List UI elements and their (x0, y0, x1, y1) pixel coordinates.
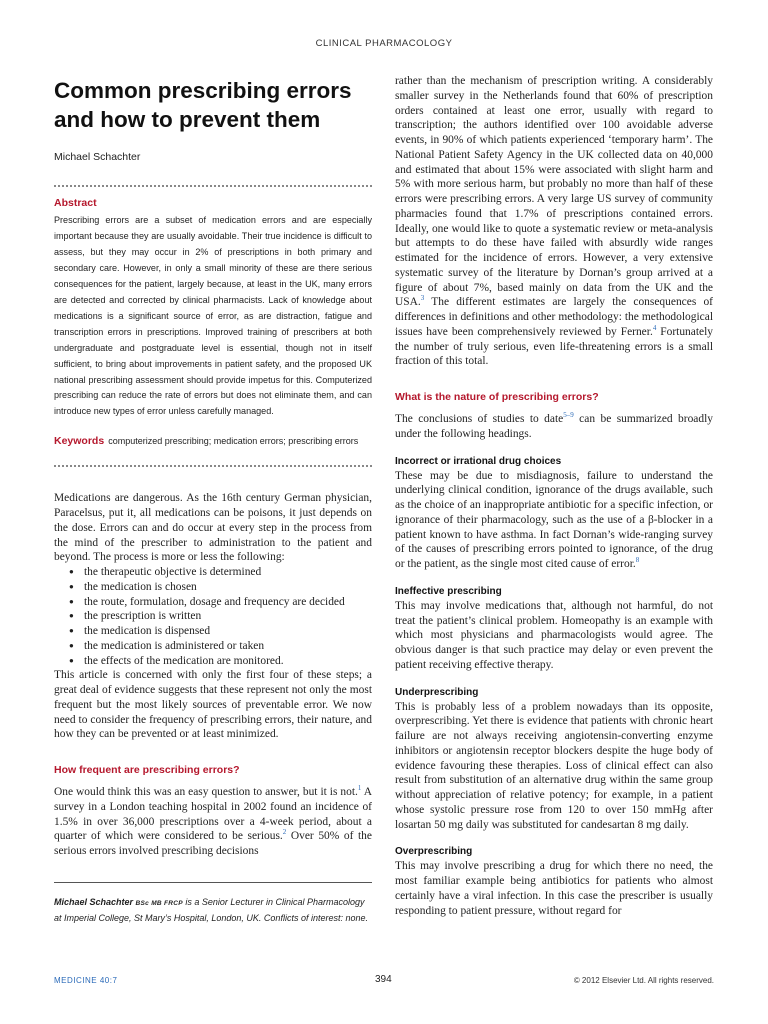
page-footer (54, 976, 714, 990)
footnote-degrees: BSc MB FRCP (135, 899, 183, 907)
section-heading-nature: What is the nature of prescribing errors? (395, 391, 599, 403)
footnote-divider (54, 882, 372, 883)
intro-paragraph: Medications are dangerous. As the 16th century German physician, Paracelsus, put it, all medications can be poisons, it just depends on the dose. Errors can and do occur at every step in the process from the mind of the prescriber to administration to the patient and beyond. The process is more or less the following: (54, 492, 372, 564)
author-name: Michael Schachter (54, 151, 141, 163)
body-text: One would think this was an easy question to answer, but it is not. (54, 786, 358, 799)
reference-link[interactable]: 1 (357, 784, 362, 793)
body-text: These may be due to misdiagnosis, failure to understand the underlying clinical condition, ignorance of the drugs available, such as the choice of an inappropriate antibiotic for a specific infection, or ignorance of their pharmacology, such as the use of a β-blocker in a patient known to have asthma. In fact Dornan’s wide-ranging survey of the causes of prescribing errors pointed to ignorance, of the drug or the patient, as the single most cited cause of error. (395, 469, 713, 570)
list-item: ● the prescription is written (69, 609, 372, 624)
reference-range-dash: – (566, 411, 571, 420)
underprescribing-text: This is probably less of a problem nowadays than its opposite, overprescribing. Yet there is evidence that patients with chronic heart failure are not always receiving angiotensin-converting enzyme inhibitors or angiotensin receptor blockers despite the huge body of evidence favouring these therapies. Loss of clinical effect can also result from substitution of an alternative drug within the same group without appreciation of relative potency; for example, in a patient whose systolic pressure rose from 120 to over 150 mmHg after losartan 50 mg daily was substituted for candesartan 8 mg daily. (395, 700, 713, 831)
frequency-paragraph-continued (395, 74, 713, 369)
intro-section (54, 491, 372, 742)
running-header (0, 38, 768, 49)
overprescribing-text: This may involve prescribing a drug for which there no need, the most familiar example being antibiotics for patients who almost certainly have a viral infection. In this case the prescriber is usually responding to patient pressure, without regard for (395, 860, 713, 917)
list-item: ● the medication is dispensed (69, 624, 372, 639)
reference-link[interactable]: 3 (420, 294, 425, 303)
article-title: Common prescribing errors and how to prevent them (54, 78, 352, 132)
body-text: rather than the mechanism of prescription writing. A considerably smaller survey in the Netherlands found that 60% of prescription orders contained at least one error, usually with regard to transcription; the authors identified over 100 avoidable adverse events, in 90% of which patients experienced ‘temporary harm’. The National Patient Safety Agency in the UK collected data on 40,000 and estimated that about 15% were associated with slight harm and 5% with more serious harm, but probably no more than half of these errors were prescribing errors. A very large US survey of community pharmacies found that 1.7% of prescriptions contained errors. Ideally, one would like to quote a systematic review or meta-analysis but attempts to do these have failed with absurdly wide ranges estimated for the incidence of errors. However, a very extensive systematic survey of the literature by Dornan’s group arrived at a figure of about 7%, based mainly on data from the UK and the USA. (395, 75, 713, 309)
list-item: ● the route, formulation, dosage and frequency are decided (69, 595, 372, 610)
body-text: A survey in a London teaching hospital in 2002 found an incidence of 1.5% in over 36,000 prescriptions over a 4-week period, about a quarter of which were considered to be serious. (54, 786, 372, 843)
abstract-bottom-divider (54, 465, 372, 467)
body-text: Over 50% of the serious errors involved prescribing decisions (54, 830, 372, 858)
body-text: Fortunately the number of truly serious, even life-threatening errors is a small fraction of this total. (395, 325, 713, 368)
subheading-ineffective: Ineffective prescribing (395, 585, 502, 597)
section-heading-frequency: How frequent are prescribing errors? (54, 764, 240, 777)
keywords-text: computerized prescribing; medication errors; prescribing errors (108, 436, 359, 447)
journal-citation: MEDICINE 40:7 (54, 976, 118, 985)
abstract-box (54, 187, 372, 449)
body-text: The different estimates are largely the consequences of differences in definitions and other methodology: the methodological issues have been comprehensively reviewed by Ferner. (395, 296, 713, 338)
intro-paragraph: This article is concerned with only the first four of these steps; a great deal of evidence suggests that these represent not only the most frequent but the most likely sources of preventable error. We now need to consider the frequency of prescribing errors, their nature, and how they can be prevented or at least minimized. (54, 669, 372, 741)
reference-link[interactable]: 9 (570, 411, 574, 420)
body-text: The conclusions of studies to date (395, 413, 564, 425)
reference-link[interactable]: 5 (563, 411, 567, 420)
ineffective-text: This may involve medications that, although not harmful, do not treat the patient’s clinical problem. Homeopathy is an example with which most physicians and pharmacologists would agree. The obvious danger is that such practice may delay or even prevent the patient receiving effective therapy. (395, 599, 713, 671)
list-item: ● the effects of the medication are monitored. (69, 654, 372, 669)
reference-link[interactable]: 4 (652, 323, 657, 332)
reference-link[interactable]: 2 (282, 828, 287, 837)
abstract-text: Prescribing errors are a subset of medication errors and are especially important because they are usually avoidable. Their true incidence is difficult to assess, but they may occur in 2% of prescriptions in both primary and secondary care. However, in only a small minority of these are there serious consequences for the patient, largely because, at least in the UK, many errors are detected and corrected by clinical pharmacists. Lack of knowledge about medications is a significant source of error, as are distraction, fatigue and transcription errors in prescriptions. Improved training of prescribers at both undergraduate and postgraduate level is essential, though not in itself sufficient, to bring about improvements in patient safety, and the proposed UK national prescribing assessment should provide impetus for this. Computerized prescribing can reduce the rate of errors but does not eliminate them, and can introduce new types of error unless carefully managed. (54, 215, 372, 417)
footnote-author-name: Michael Schachter (54, 896, 134, 907)
left-column (54, 76, 372, 927)
list-item: ● the medication is administered or taken (69, 639, 372, 654)
keywords-label: Keywords (54, 435, 105, 448)
page-number: 394 (375, 974, 392, 985)
list-item: ● the medication is chosen (69, 580, 372, 595)
keywords (54, 433, 372, 449)
frequency-paragraph (54, 785, 372, 859)
right-column (395, 74, 713, 918)
copyright-notice: © 2012 Elsevier Ltd. All rights reserved. (573, 976, 714, 985)
process-list (54, 565, 372, 668)
section-label: CLINICAL PHARMACOLOGY (315, 38, 453, 49)
subheading-overprescribing: Overprescribing (395, 846, 473, 858)
footnote-text: is a Senior Lecturer in Clinical Pharmacology at Imperial College, St Mary’s Hospital, London, UK. Conflicts of interest: none. (54, 896, 368, 924)
incorrect-choices-text (395, 469, 713, 572)
abstract-heading: Abstract (54, 197, 97, 209)
list-item: ● the therapeutic objective is determined (69, 565, 372, 580)
nature-intro (395, 412, 713, 442)
author-footnote (54, 895, 372, 927)
body-text: can be summarized broadly under the following headings. (395, 413, 713, 440)
subheading-incorrect-choices: Incorrect or irrational drug choices (395, 455, 562, 467)
reference-link[interactable]: 8 (635, 556, 640, 565)
subheading-underprescribing: Underprescribing (395, 686, 479, 698)
